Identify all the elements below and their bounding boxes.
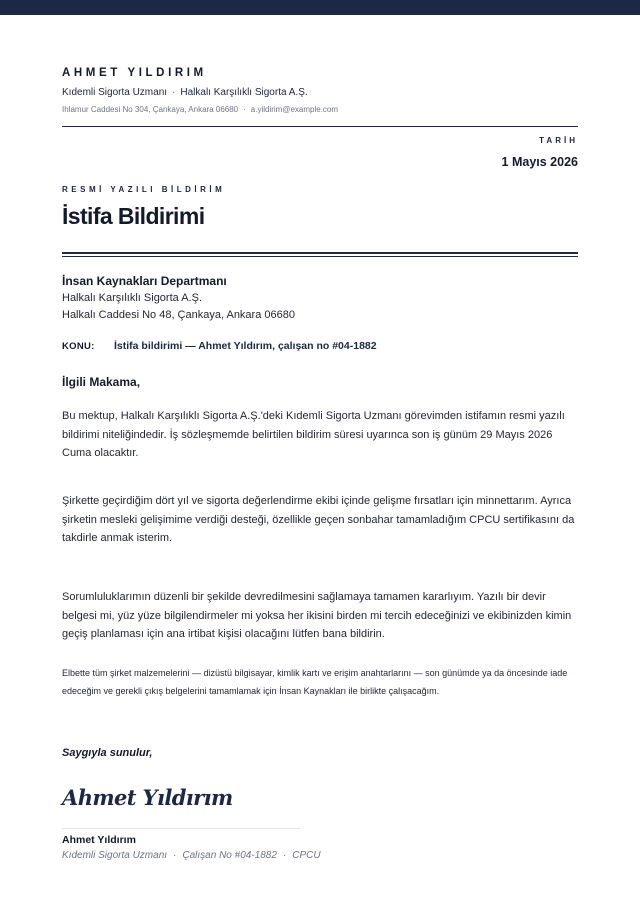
date-value: 1 Mayıs 2026	[501, 155, 578, 169]
signature-divider	[62, 828, 300, 829]
body-paragraph: Bu mektup, Halkalı Karşılıklı Sigorta A.Ş.'deki Kıdemli Sigorta Uzmanı görevimden istifamın resmi yazılı bildirimi niteliğindedir. İş sözleşmemde belirtilen bildirim süresi uyarınca son iş günüm 29 Mayıs 2026 Cuma olacaktır.	[62, 410, 565, 459]
recipient-department: İnsan Kaynakları Departmanı	[62, 274, 227, 288]
sender-contact-line	[62, 105, 338, 114]
header-divider	[62, 126, 578, 127]
title-divider-thin	[62, 256, 578, 257]
separator: ·	[243, 105, 246, 114]
signature: Ahmet Yıldırım	[62, 785, 233, 810]
body-paragraph: Şirkette geçirdiğim dört yıl ve sigorta değerlendirme ekibi içinde gelişme fırsatları için minnettarım. Ayrıca şirketin mesleki gelişimime verdiği desteği, özellikle geçen sonbahar tamamladığım CPCU sertifikasını da takdirle anmak isterim.	[62, 495, 575, 544]
document-kicker: RESMİ YAZILI BİLDİRİM	[62, 185, 226, 194]
separator: ·	[172, 87, 176, 98]
signer-credential: CPCU	[292, 850, 321, 861]
salutation: İlgili Makama,	[62, 375, 141, 389]
sender-role-line	[62, 87, 308, 98]
signer-title: Kıdemli Sigorta Uzmanı	[62, 850, 168, 861]
document-title: İstifa Bildirimi	[62, 203, 205, 229]
sender-name: AHMET YILDIRIM	[62, 67, 207, 79]
recipient-company: Halkalı Karşılıklı Sigorta A.Ş.	[62, 292, 202, 304]
body-paragraph: Elbette tüm şirket malzemelerini — dizüstü bilgisayar, kimlik kartı ve erişim anahtarlarını — son günümde ya da öncesinde iade edeceğim ve gerekli çıkış belgelerini tamamlamak için İnsan Kaynakları ile birlikte çalışacağım.	[62, 668, 568, 696]
signer-meta	[62, 850, 321, 861]
sender-company: Halkalı Karşılıklı Sigorta A.Ş.	[180, 87, 308, 98]
signer-employee-no: Çalışan No #04-1882	[182, 850, 277, 861]
sender-role: Kıdemli Sigorta Uzmanı	[62, 87, 168, 98]
subject-label: KONU:	[62, 341, 95, 352]
recipient-address: Halkalı Caddesi No 48, Çankaya, Ankara 06680	[62, 309, 295, 321]
subject-text: İstifa bildirimi — Ahmet Yıldırım, çalışan no #04-1882	[114, 340, 377, 352]
top-accent-bar	[0, 0, 640, 15]
body-paragraph: Sorumluluklarımın düzenli bir şekilde devredilmesini sağlamaya tamamen kararlıyım. Yazılı bir devir belgesi mi, yüz yüze bilgilendirmeler mi yoksa her ikisini birden mi tercih edeceğinizi ve ekibinizden kimin geçiş planlaması için ana irtibat kişisi olacağını lütfen bana bildirin.	[62, 591, 572, 640]
date-label: TARİH	[539, 136, 578, 145]
separator: ·	[173, 850, 177, 861]
title-divider-thick	[62, 252, 578, 254]
closing-phrase: Saygıyla sunulur,	[62, 747, 153, 759]
sender-address: Ihlamur Caddesi No 304, Çankaya, Ankara 06680	[62, 105, 239, 114]
separator: ·	[282, 850, 287, 861]
signer-name: Ahmet Yıldırım	[62, 834, 136, 846]
sender-email: a.yildirim@example.com	[250, 105, 339, 114]
